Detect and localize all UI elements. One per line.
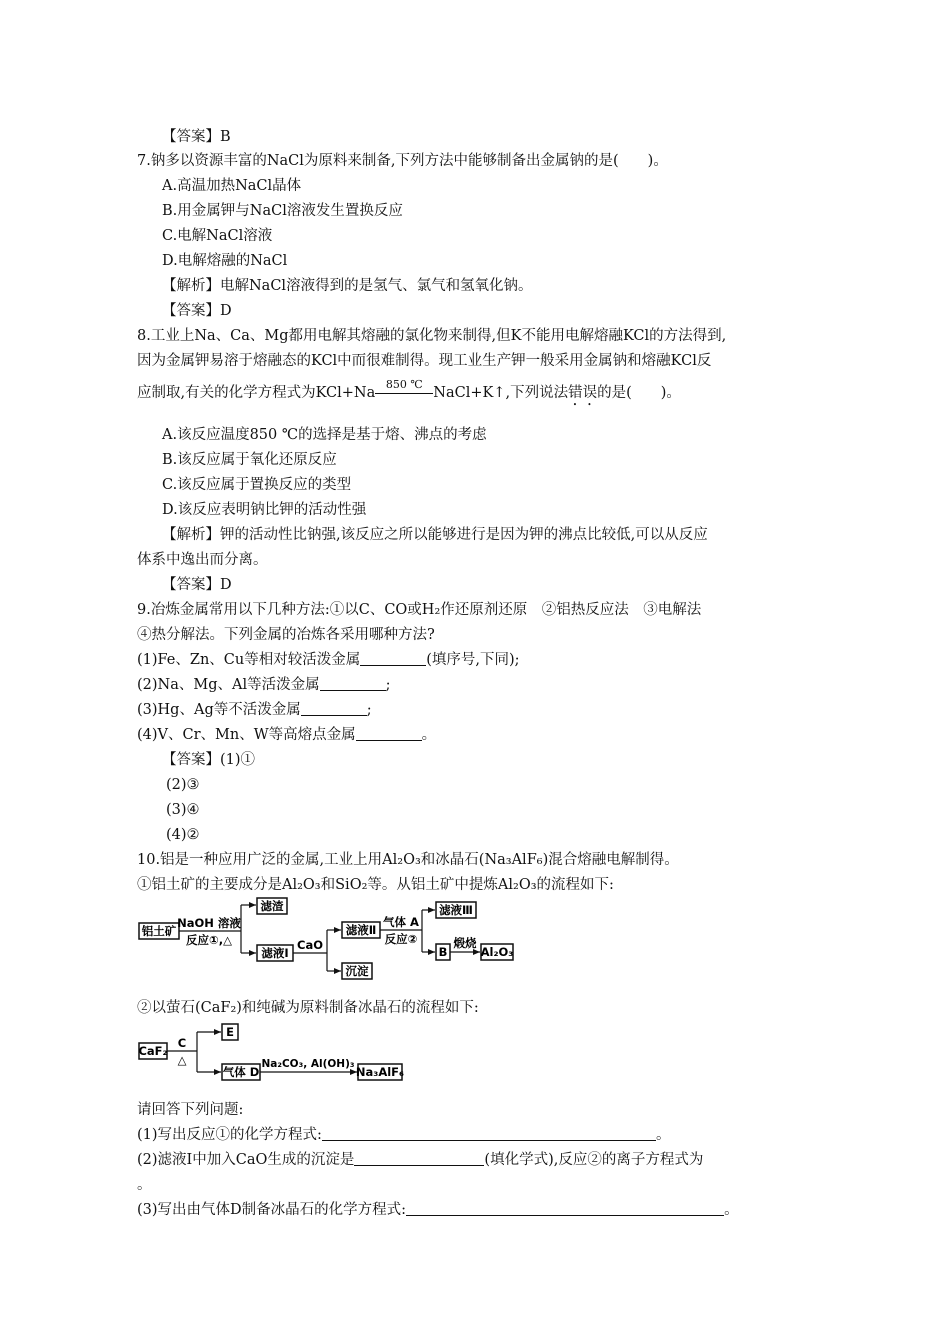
q10-sub2: (2)滤液Ⅰ中加入CaO生成的沉淀是 (填化学式),反应②的离子方程式为	[137, 1152, 704, 1168]
q10-sub1: (1)写出反应①的化学方程式: 。	[137, 1127, 671, 1143]
ore-label: 铝土矿	[141, 924, 177, 938]
q7-option-d: D.电解熔融的NaCl	[162, 253, 288, 269]
q7-stem: 7.钠多以资源丰富的NaCl为原料来制备,下列方法中能够制备出金属钠的是( )。	[137, 153, 668, 169]
q7-option-b: B.用金属钾与NaCl溶液发生置换反应	[162, 203, 403, 219]
q8-equation-right: NaCl+K↑,下列说法	[433, 385, 569, 401]
precipitate-label: 沉淀	[345, 964, 369, 978]
q8-equation-left: 应制取,有关的化学方程式为KCl+Na	[137, 385, 376, 401]
q10-line2: ①铝土矿的主要成分是Al₂O₃和SiO₂等。从铝土矿中提炼Al₂O₃的流程如下:	[137, 877, 614, 893]
q9-answer2: (2)③	[166, 777, 200, 793]
q8-line3	[137, 378, 681, 409]
q8-option-a: A.该反应温度850 ℃的选择是基于熔、沸点的考虑	[162, 427, 487, 443]
q7-analysis: 【解析】电解NaCl溶液得到的是氢气、氯气和氢氧化钠。	[162, 278, 533, 294]
q9-answer3: (3)④	[166, 802, 200, 818]
b-label: B	[438, 945, 448, 959]
heat-label: △	[177, 1053, 187, 1067]
q7-option-c: C.电解NaCl溶液	[162, 228, 273, 244]
q8-line1: 8.工业上Na、Ca、Mg都用电解其熔融的氯化物来制得,但K不能用电解熔融KCl的方法得到,	[137, 328, 727, 344]
gas-d-label: 气体 D	[222, 1065, 260, 1079]
q9-answer4: (4)②	[166, 827, 200, 843]
q10-sub3: (3)写出由气体D制备冰晶石的化学方程式: 。	[137, 1202, 739, 1218]
filtrate2-label: 滤液Ⅱ	[345, 923, 377, 937]
q8-answer: 【答案】D	[162, 577, 232, 593]
reagent-c-label: C	[177, 1036, 187, 1050]
cao-label: CaO	[297, 938, 323, 952]
al2o3-label: Al₂O₃	[480, 945, 514, 959]
q9-sub4: (4)V、Cr、Mn、W等高熔点金属 。	[137, 727, 437, 743]
answer-blank[interactable]	[356, 726, 422, 741]
q9-answer1: 【答案】(1)①	[162, 752, 256, 768]
q8-line2: 因为金属钾易溶于熔融态的KCl中而很难制得。现工业生产钾一般采用金属钠和熔融KCl反	[137, 353, 712, 369]
q8-option-d: D.该反应表明钠比钾的活动性强	[162, 502, 367, 518]
q9-line1: 9.冶炼金属常用以下几种方法:①以C、CO或H₂作还原剂还原 ②铝热反应法 ③电解法	[137, 602, 702, 618]
q8-analysis-line2: 体系中逸出而分离。	[137, 552, 268, 568]
q8-emphasis-word: 错误	[568, 385, 598, 401]
cryolite-flow-diagram	[135, 1020, 425, 1084]
q8-line3-end: 的是( )。	[597, 385, 681, 401]
answer-blank[interactable]	[354, 1151, 484, 1166]
q8-reaction-arrow	[375, 378, 433, 403]
q9-sub2: (2)Na、Mg、Al等活泼金属 ;	[137, 677, 391, 693]
q9-line2: ④热分解法。下列金属的冶炼各采用哪种方法?	[137, 627, 435, 643]
answer-blank[interactable]	[360, 651, 426, 666]
reaction2-label: 反应②	[384, 932, 418, 946]
q6-answer: 【答案】B	[162, 129, 231, 145]
filtrate1-label: 滤液Ⅰ	[261, 946, 289, 960]
reagents-label: Na₂CO₃, Al(OH)₃	[261, 1058, 355, 1070]
reaction1-label: 反应①,△	[186, 933, 232, 947]
reagent1-label: NaOH 溶液	[177, 916, 241, 930]
answer-blank[interactable]	[406, 1201, 724, 1216]
q10-prompt: 请回答下列问题:	[137, 1102, 244, 1118]
q10-line3: ②以萤石(CaF₂)和纯碱为原料制备冰晶石的流程如下:	[137, 1000, 479, 1016]
e-label: E	[226, 1025, 234, 1039]
q8-analysis-line1: 【解析】钾的活动性比钠强,该反应之所以能够进行是因为钾的沸点比较低,可以从反应	[162, 527, 708, 543]
q10-sub2-end: 。	[137, 1177, 152, 1193]
residue-label: 滤渣	[260, 899, 284, 913]
answer-blank[interactable]	[320, 676, 386, 691]
bauxite-flow-diagram	[135, 895, 525, 985]
q8-option-c: C.该反应属于置换反应的类型	[162, 477, 352, 493]
calcine-label: 煅烧	[453, 936, 477, 950]
q9-sub1: (1)Fe、Zn、Cu等相对较活泼金属 (填序号,下同);	[137, 652, 520, 668]
q7-answer: 【答案】D	[162, 303, 232, 319]
caf2-label: CaF₂	[138, 1044, 168, 1058]
q8-reaction-condition: 850 ℃	[385, 378, 423, 391]
filtrate3-label: 滤液Ⅲ	[439, 903, 473, 917]
q9-sub3: (3)Hg、Ag等不活泼金属 ;	[137, 702, 372, 718]
answer-blank[interactable]	[322, 1126, 656, 1141]
q7-option-a: A.高温加热NaCl晶体	[162, 178, 302, 194]
q8-option-b: B.该反应属于氧化还原反应	[162, 452, 337, 468]
q10-line1: 10.铝是一种应用广泛的金属,工业上用Al₂O₃和冰晶石(Na₃AlF₆)混合熔融电解制得。	[137, 852, 679, 868]
gas-a-label: 气体 A	[383, 915, 419, 929]
answer-blank[interactable]	[301, 701, 367, 716]
na3alf6-label: Na₃AlF₆	[355, 1065, 405, 1079]
